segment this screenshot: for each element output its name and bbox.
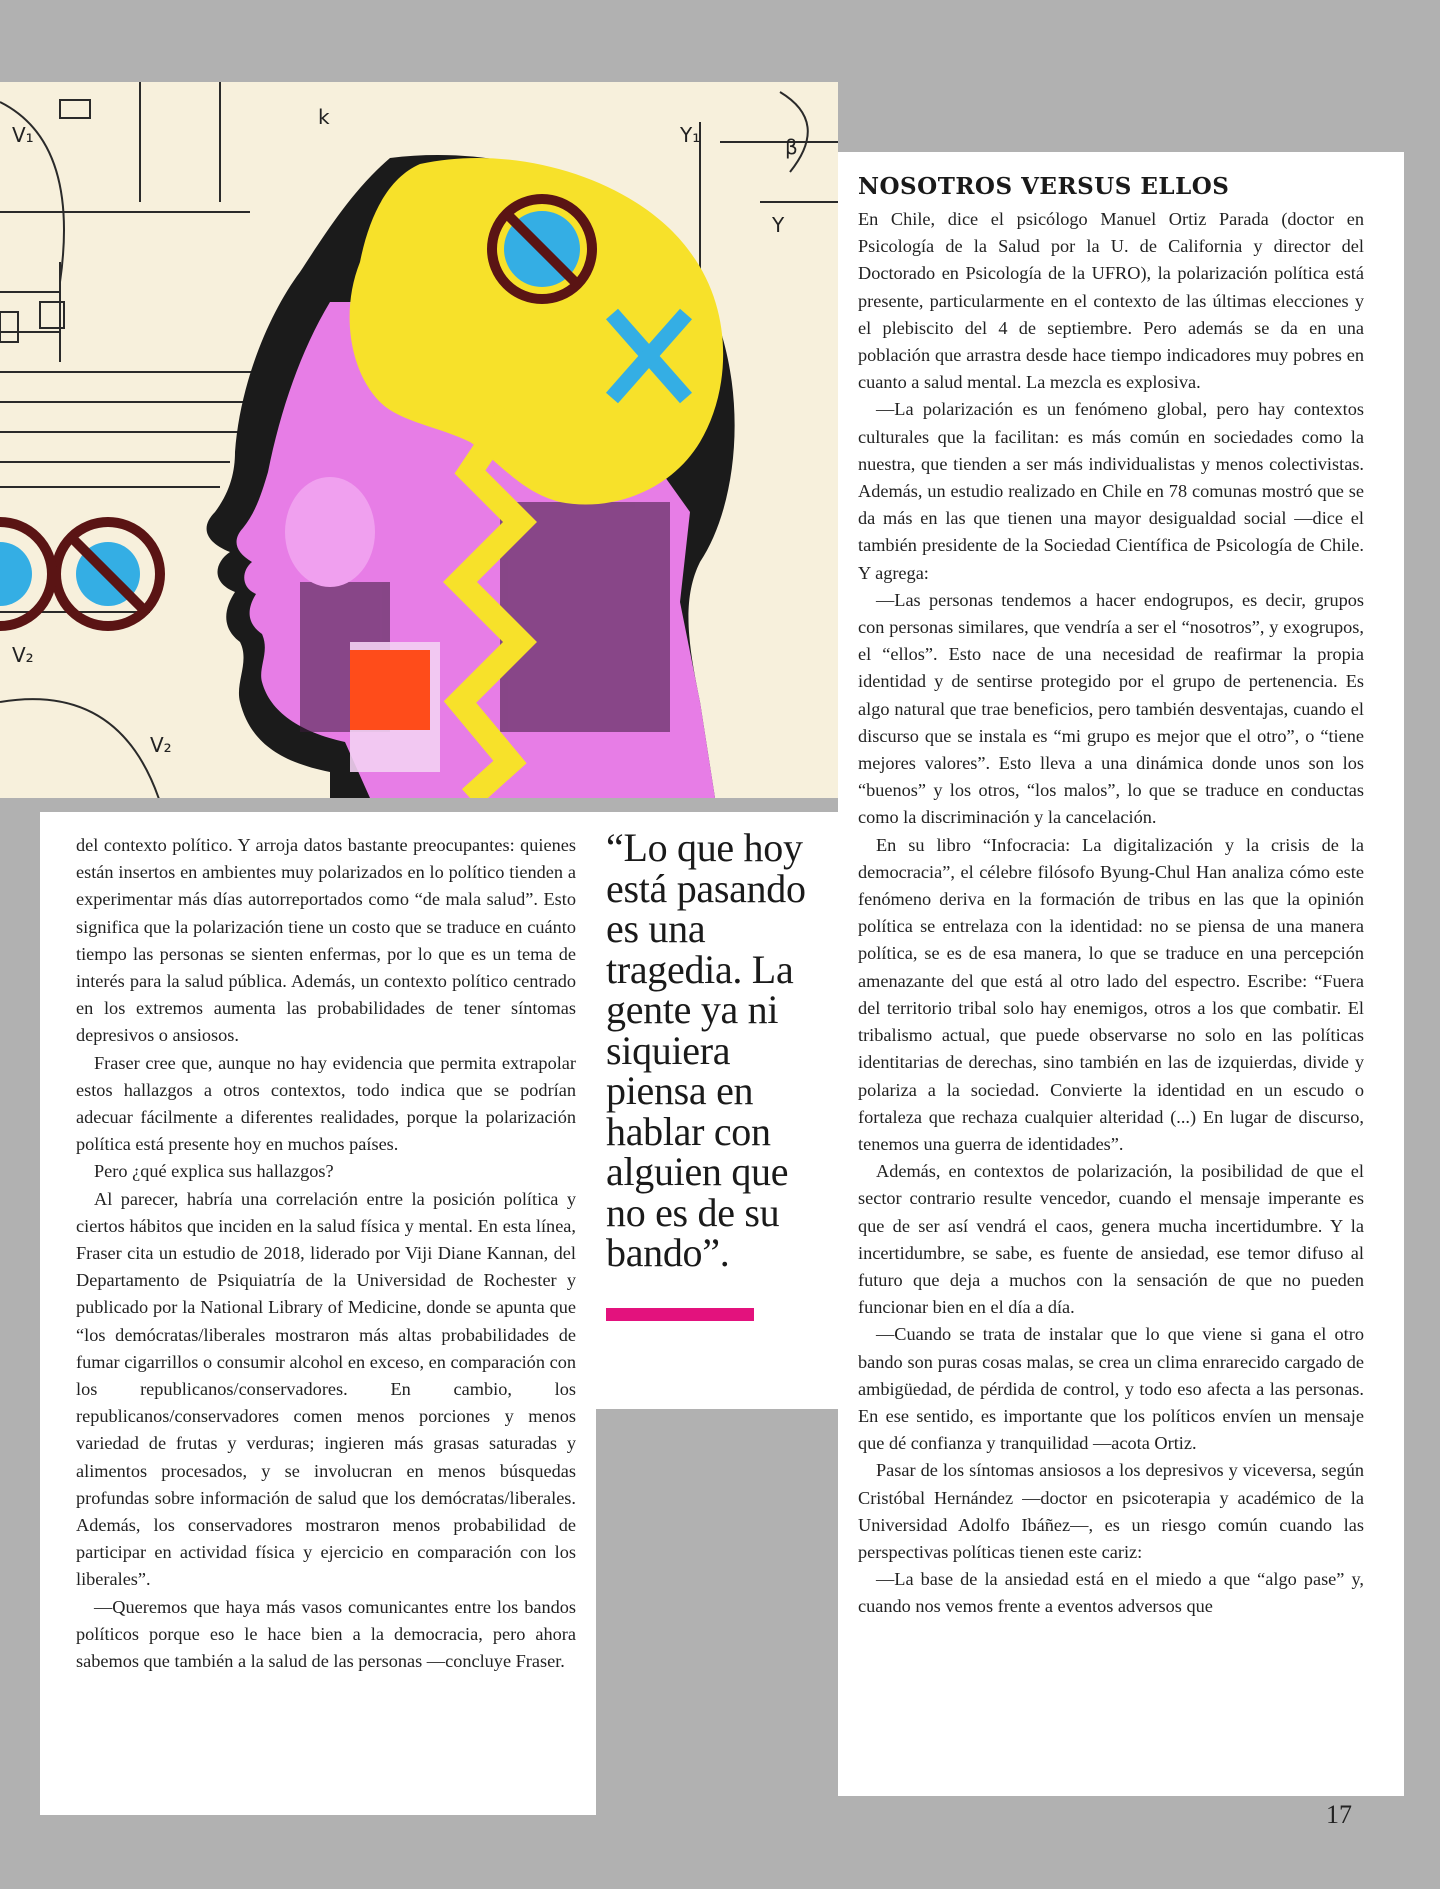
left-column [40,812,596,1815]
circuit-label: V₂ [150,733,172,757]
circuit-label: β [785,135,798,159]
paragraph: —Las personas tendemos a hacer endogrupos, es decir, grupos con personas similares, que vendría a ser el “nosotros”, y exogrupos, el “ellos”. Esto nace de una necesidad de reafirmar la propia identidad y de sentirse protegido por el grupo de pertenencia. Es algo natural que trae beneficios, pero también desventajas, cuando el discurso que se instala es “mi grupo es mejor que el otro”, o “tiene mejores valores”. Esto lleva a una dinámica donde unos son los “buenos” y los otros, “los malos”, lo que se traduce en conductas como la discriminación y la cancelación. [858,589,1364,828]
pull-quote: “Lo que hoy está pasando es una tragedia. La gente ya ni siquiera piensa en hablar con alguien que no es de su bando”. [606,825,806,1275]
paragraph: —La base de la ansiedad está en el miedo a que “algo pase” y, cuando nos vemos frente a eventos adversos que [858,1569,1364,1617]
quote-accent-bar [606,1308,754,1321]
paragraph: En su libro “Infocracia: La digitalización y la crisis de la democracia”, el célebre filósofo Byung-Chul Han analiza cómo este fenómeno deriva en la formación de tribus en las que la opinión política se entrelaza con la identidad: no se piensa de una manera política, se es de esa manera, lo que se traduce en una percepción amenazante del que está al otro lado del espectro. Escribe: “Fuera del territorio tribal solo hay enemigos, otros a los que combatir. El tribalismo actual, que puede observarse no solo en las políticas identitarias de derechas, sino también en las de izquierdas, divide y polariza a la sociedad. Convierte la identidad en un escudo o fortaleza que rechaza cualquier alteridad (...) En lugar de discurso, tenemos una guerra de identidades”. [858,834,1364,1154]
prohibited-sign-icon [0,522,52,626]
paragraph: —Queremos que haya más vasos comunicantes entre los bandos políticos porque eso le hace bien a la democracia, pero ahora sabemos que también a la salud de las personas —concluye Fraser. [76,1596,576,1672]
paragraph: —Cuando se trata de instalar que lo que viene si gana el otro bando son puras cosas malas, se crea un clima enrarecido cargado de ambigüedad, de pérdida de control, y todo eso afecta a las personas. En ese sentido, es importante que los políticos envíen un mensaje que dé confianza y tranquilidad —acota Ortiz. [858,1324,1364,1454]
paragraph: Al parecer, habría una correlación entre la posición política y ciertos hábitos que inciden en la salud física y mental. En esta línea, Fraser cita un estudio de 2018, liderado por Viji Diane Kannan, del Departamento de Psiquiatría de la Universidad de Rochester y publicado por la National Library of Medicine, donde se apunta que “los demócratas/liberales mostraron más altas probabilidades de fumar cigarrillos o consumir alcohol en exceso, en comparación con los republicanos/conservadores. En cambio, los republicanos/conservadores comen menos porciones y menos variedad de frutas y verduras; ingieren más grasas saturadas y alimentos procesados, y se involucran en menos búsquedas profundas sobre información de salud que los demócratas/liberales. Además, los conservadores mostraron menos probabilidad de participar en actividad física y ejercicio en comparación con los liberales”. [76,1188,576,1590]
circuit-label: V₂ [12,643,34,667]
orange-block [350,650,430,730]
pull-quote-panel [596,812,838,1409]
section-heading: NOSOTROS VERSUS ELLOS [858,173,1230,200]
paragraph: En Chile, dice el psicólogo Manuel Ortiz Parada (doctor en Psicología de la Salud por la U. de California y director del Doctorado en Psicología de la UFRO), la polarización política está presente, particularmente en el contexto de las últimas elecciones y el plebiscito del 4 de septiembre. Pero además se da en una población que arrastra desde hace tiempo indicadores muy pobres en cuanto a salud mental. La mezcla es explosiva. [858,209,1364,393]
page-number: 17 [1326,1800,1352,1829]
paragraph: Pasar de los síntomas ansiosos a los depresivos y viceversa, según Cristóbal Hernández —doctor en psicoterapia y académico de la Universidad Adolfo Ibáñez—, es un riesgo común cuando las perspectivas políticas tienen este cariz: [858,1460,1364,1562]
paragraph: Además, en contextos de polarización, la posibilidad de que el sector contrario resulte vencedor, cuando el mensaje imperante es que de ser así vendrá el caos, genera mucha incertidumbre. Y la incertidumbre, se sabe, es fuente de ansiedad, ese temor difuso al futuro que deja a muchos con la sensación de que no pueden funcionar bien en el día a día. [858,1161,1364,1318]
circuit-label: V₁ [12,123,34,147]
paragraph: del contexto político. Y arroja datos bastante preocupantes: quienes están insertos en ambientes muy polarizados en lo político tienden a experimentar más días autorreportados como “de mala salud”. Esto significa que la polarización tiene un costo que se traduce en cuánto tiempo las personas se sienten enfermas, por lo que es un tema de interés para la salud pública. Además, un contexto político centrado en los extremos aumenta las probabilidades de tener síntomas depresivos o ansiosos. [76,835,576,1046]
illustration-panel [0,82,838,798]
paragraph: Fraser cree que, aunque no hay evidencia que permita extrapolar estos hallazgos a otros contextos, todo indica que se podrían adecuar fácilmente a diferentes realidades, porque la polarización política está presente hoy en muchos países. [76,1052,576,1155]
circuit-label: Y [772,213,785,237]
prohibited-sign-icon [492,199,592,299]
circuit-label: k [318,105,330,129]
head-illustration [0,82,838,798]
paragraph: —La polarización es un fenómeno global, pero hay contextos culturales que la facilitan: es más común en sociedades como la nuestra, que tienden a ser más individualistas y menos colectivistas. Además, un estudio realizado en Chile en 78 comunas mostró que se da más en las que tienen una mayor desigualdad social —dice el también presidente de la Sociedad Científica de Psicología de Chile. Y agrega: [858,399,1364,583]
right-column [838,152,1404,1796]
prohibited-sign-icon [56,522,160,626]
paragraph: Pero ¿qué explica sus hallazgos? [94,1161,334,1182]
circuit-label: Y₁ [680,123,701,147]
